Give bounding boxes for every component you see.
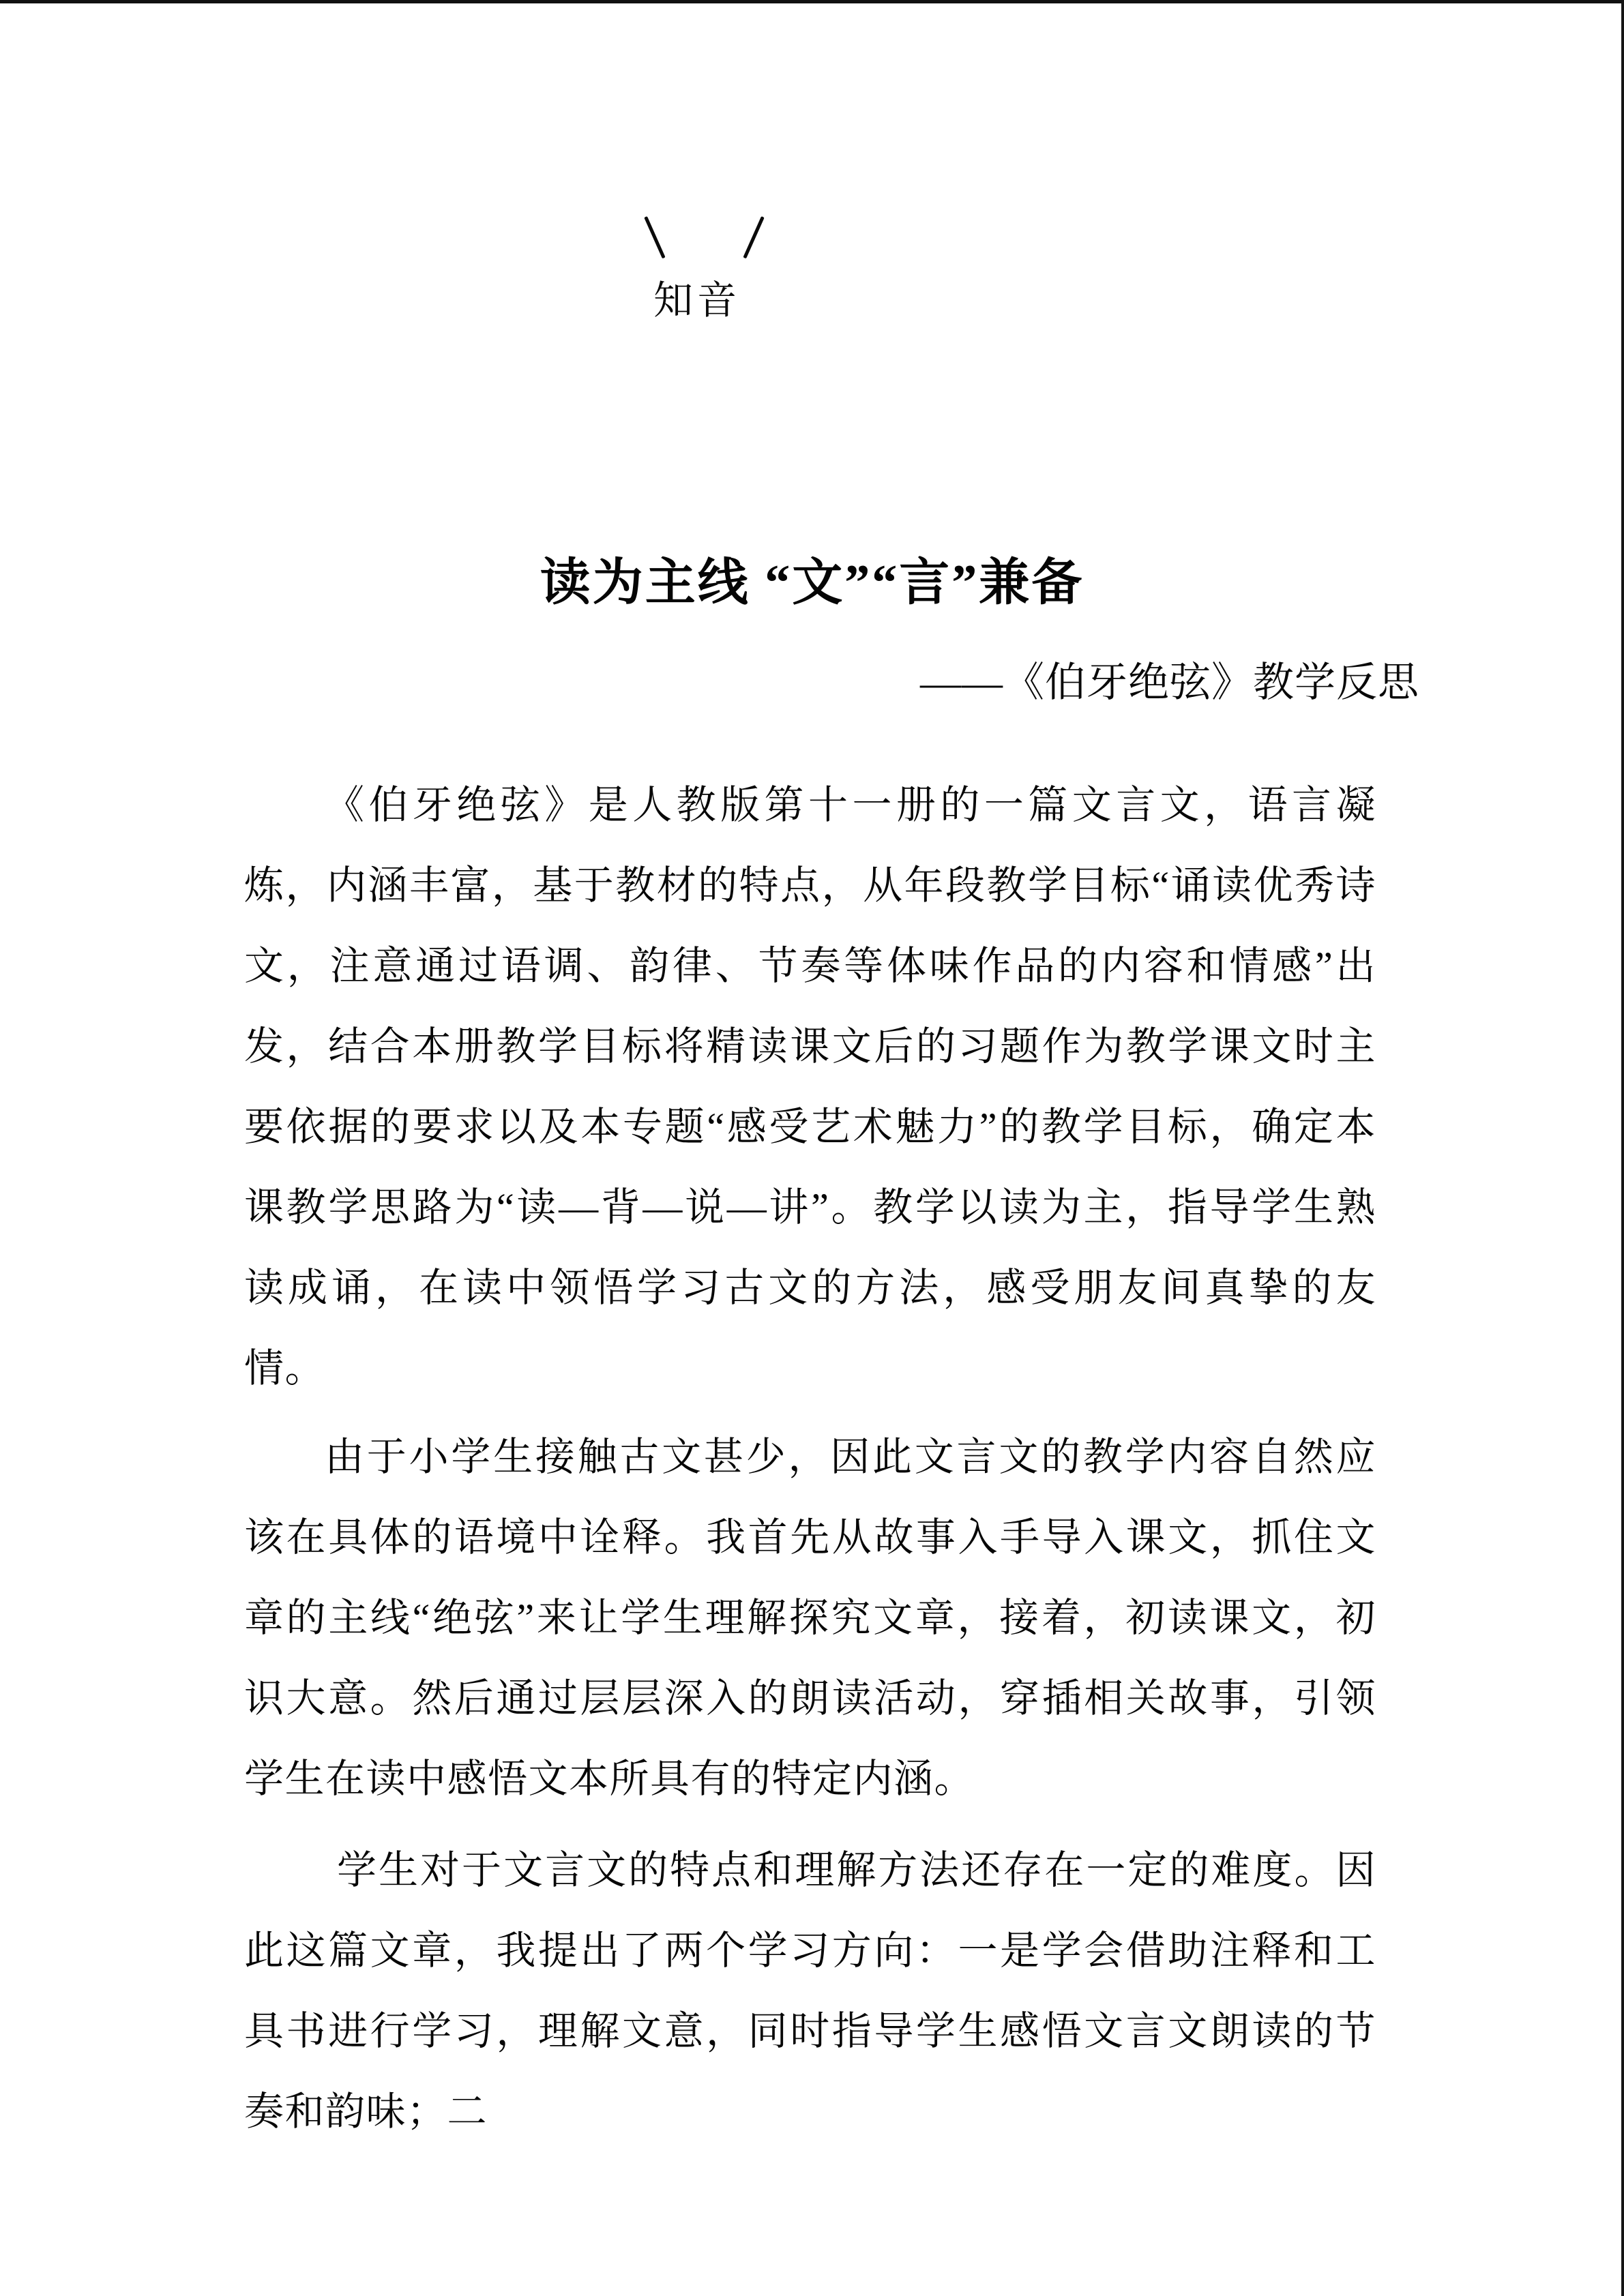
body-paragraph-3: 学生对于文言文的特点和理解方法还存在一定的难度。因此这篇文章，我提出了两个学习方向：一是学会借助注释和工具书进行学习，理解文意，同时指导学生感悟文言文朗读的节奏和韵味；二 xyxy=(244,1848,1376,2134)
scan-edge-right xyxy=(1621,0,1624,2296)
backslash-mark-icon xyxy=(644,216,665,258)
scan-edge-top xyxy=(0,0,1624,3)
slash-mark-icon xyxy=(743,216,764,258)
body-paragraph-2: 由于小学生接触古文甚少，因此文言文的教学内容自然应该在具体的语境中诠释。我首先从故事入手导入课文，抓住文章的主线“绝弦”来让学生理解探究文章，接着，初读课文，初识大意。然后通过层层深入的朗读活动，穿插相关故事，引领学生在读中感悟文本所具有的特定内涵。 xyxy=(244,1435,1376,1801)
body-paragraph-1: 《伯牙绝弦》是人教版第十一册的一篇文言文，语言凝炼，内涵丰富，基于教材的特点，从年段教学目标“诵读优秀诗文，注意通过语调、韵律、节奏等体味作品的内容和情感”出发，结合本册教学目标将精读课文后的习题作为教学课文时主要依据的要求以及本专题“感受艺术魅力”的教学目标，确定本课教学思路为“读—背—说—讲”。教学以读为主，指导学生熟读成诵，在读中领悟学习古文的方法，感受朋友间真挚的友情。 xyxy=(244,783,1376,1390)
margin-annotation xyxy=(634,205,853,375)
document-body xyxy=(244,765,1376,2158)
margin-annotation-text: 知音 xyxy=(653,278,741,323)
page-subtitle: ——《伯牙绝弦》教学反思 xyxy=(920,660,1419,705)
page-title: 读为主线 “文”“言”兼备 xyxy=(540,555,1084,611)
